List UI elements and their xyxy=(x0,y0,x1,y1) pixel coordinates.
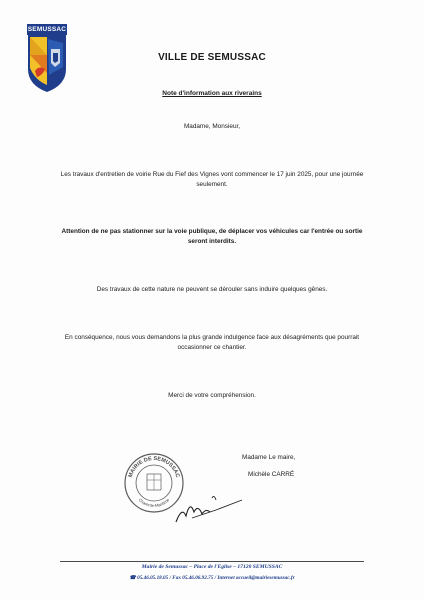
stamp-top-text: MAIRIE DE SEMUSSAC xyxy=(127,455,181,479)
mayor-title: Madame Le maire, xyxy=(242,454,296,461)
footer-address: Mairie de Semussac – Place de l'Eglise – 17120 SEMUSSAC xyxy=(141,564,283,570)
thanks-line: Merci de votre compréhension. xyxy=(168,392,256,399)
paragraph-disturbance: Des travaux de cette nature ne peuvent se dérouler sans induire quelques gênes. xyxy=(96,286,328,293)
svg-text:Charente-Maritime xyxy=(138,497,171,508)
note-title: Note d'information aux riverains xyxy=(162,90,262,97)
greeting: Madame, Monsieur, xyxy=(183,123,241,130)
handwritten-signature xyxy=(172,488,252,528)
mayor-name: Michèle CARRÉ xyxy=(248,471,295,478)
paragraph-works-date: Les travaux d'entretien de voirie Rue du Fief des Vignes vont commencer le 17 juin 2025, pour une journée seulement. xyxy=(60,171,364,188)
paragraph-indulgence: En conséquence, nous vous demandons la plus grande indulgence face aux désagréments que pourrait occasionner ce chantier. xyxy=(64,334,360,351)
stamp-bottom-text: Charente-Maritime xyxy=(137,497,171,509)
logo-banner: SEMUSSAC xyxy=(27,26,67,33)
coat-of-arms-icon xyxy=(27,35,67,92)
paragraph-parking-warning: Attention de ne pas stationner sur la voie publique, de déplacer vos véhicules car l'entrée ou sortie seront interdits. xyxy=(61,228,363,245)
town-title: VILLE DE SEMUSSAC xyxy=(158,52,266,63)
footer-contact: ☎ 05.46.05.18.05 / Fax 05.46.06.92.75 / Internet accueil@mairiesemussac.fr xyxy=(129,575,295,581)
footer-divider xyxy=(60,561,364,562)
